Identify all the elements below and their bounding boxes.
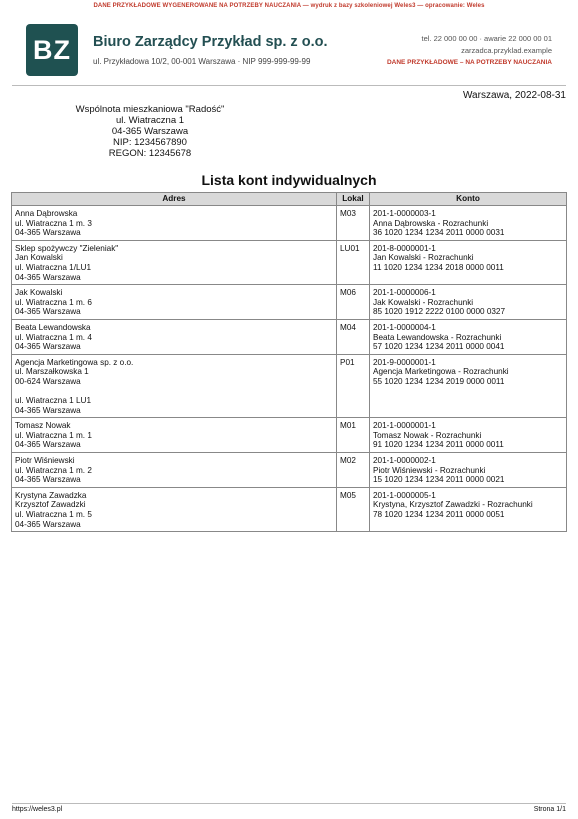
account-cell-line: 91 1020 1234 1234 2011 0000 0011 bbox=[373, 440, 504, 450]
address-cell-line: ul. Wiatraczna 1 m. 2 bbox=[15, 465, 92, 475]
address-cell bbox=[12, 319, 337, 354]
address-cell-line: ul. Wiatraczna 1 m. 5 bbox=[15, 510, 92, 520]
address-cell-line: Piotr Wiśniewski bbox=[15, 456, 75, 466]
address-cell-line: Krystyna Zawadzka bbox=[15, 490, 87, 500]
column-header-address: Adres bbox=[12, 193, 337, 206]
account-cell-line: 55 1020 1234 1234 2019 0000 0011 bbox=[373, 376, 505, 386]
account-cell bbox=[370, 354, 567, 418]
address-cell bbox=[12, 206, 337, 241]
account-cell-line: Anna Dąbrowska - Rozrachunki bbox=[373, 218, 489, 228]
account-cell-line: Beata Lewandowska - Rozrachunki bbox=[373, 332, 502, 342]
account-cell bbox=[370, 418, 567, 453]
company-address: ul. Przykładowa 10/2, 00-001 Warszawa · NIP 999-999-99-99 bbox=[93, 57, 311, 66]
table-row bbox=[12, 418, 567, 453]
community-nip: NIP: 1234567890 bbox=[113, 137, 187, 148]
account-cell-line: Tomasz Nowak - Rozrachunki bbox=[373, 430, 482, 440]
account-cell-line: 11 1020 1234 1234 2018 0000 0011 bbox=[373, 262, 504, 272]
account-cell-line: 201-1-0000003-1 bbox=[373, 209, 436, 218]
unit-cell: M05 bbox=[337, 487, 370, 531]
address-cell-line: Jan Kowalski bbox=[15, 253, 63, 263]
account-cell-line: 85 1020 1912 2222 0100 0000 0327 bbox=[373, 307, 506, 317]
footer-divider bbox=[12, 803, 566, 804]
table-row bbox=[12, 487, 567, 531]
account-cell-line: 36 1020 1234 1234 2011 0000 0031 bbox=[373, 228, 505, 238]
address-cell-line bbox=[15, 387, 333, 397]
address-cell-line: ul. Wiatraczna 1 m. 1 bbox=[15, 430, 92, 440]
account-cell-line: 15 1020 1234 1234 2011 0000 0021 bbox=[373, 475, 505, 485]
address-cell-line: ul. Wiatraczna 1 m. 6 bbox=[15, 297, 92, 307]
address-cell bbox=[12, 418, 337, 453]
address-cell-line: ul. Marszałkowska 1 bbox=[15, 367, 89, 377]
address-cell bbox=[12, 354, 337, 418]
address-cell-line: 04-365 Warszawa bbox=[15, 272, 81, 282]
unit-cell: M01 bbox=[337, 418, 370, 453]
company-phone: tel. 22 000 00 00 · awarie 22 000 00 01 bbox=[421, 34, 552, 43]
table-row bbox=[12, 319, 567, 354]
account-cell bbox=[370, 319, 567, 354]
header-divider bbox=[12, 85, 566, 86]
community-street: ul. Wiatraczna 1 bbox=[115, 115, 185, 126]
address-cell bbox=[12, 240, 337, 284]
address-cell-line: Jak Kowalski bbox=[15, 288, 63, 298]
table-row bbox=[12, 240, 567, 284]
address-cell-line: Beata Lewandowska bbox=[15, 322, 91, 332]
address-cell-line: 04-365 Warszawa bbox=[15, 228, 81, 238]
address-cell-line: 00-624 Warszawa bbox=[15, 376, 81, 386]
account-cell-line: 57 1020 1234 1234 2011 0000 0041 bbox=[373, 342, 505, 352]
address-cell bbox=[12, 487, 337, 531]
account-cell-line: 201-1-0000004-1 bbox=[373, 322, 436, 332]
teaching-note: DANE PRZYKŁADOWE – NA POTRZEBY NAUCZANIA bbox=[386, 59, 552, 66]
address-cell-line: 04-365 Warszawa bbox=[15, 405, 81, 415]
account-cell-line: 201-1-0000006-1 bbox=[373, 288, 436, 298]
account-cell-line: 201-1-0000002-1 bbox=[373, 456, 436, 466]
address-cell-line: ul. Wiatraczna 1 m. 3 bbox=[15, 218, 92, 228]
community-name: Wspólnota mieszkaniowa "Radość" bbox=[75, 104, 225, 115]
unit-cell: M02 bbox=[337, 453, 370, 488]
company-email: zarzadca.przyklad.example bbox=[461, 46, 552, 55]
address-cell-line: Krzysztof Zawadzki bbox=[15, 500, 86, 510]
address-cell-line: ul. Wiatraczna 1/LU1 bbox=[15, 262, 91, 272]
column-header-unit: Lokal bbox=[337, 193, 370, 206]
accounts-table bbox=[11, 192, 567, 532]
account-cell-line: 201-8-0000001-1 bbox=[373, 243, 436, 253]
account-cell-line: 201-1-0000005-1 bbox=[373, 490, 436, 500]
address-cell-line: ul. Wiatraczna 1 LU1 bbox=[15, 396, 91, 406]
address-cell-line: ul. Wiatraczna 1 m. 4 bbox=[15, 332, 92, 342]
address-cell-line: 04-365 Warszawa bbox=[15, 307, 81, 317]
table-body bbox=[12, 206, 567, 532]
account-cell-line: Piotr Wiśniewski - Rozrachunki bbox=[373, 465, 486, 475]
document-title: Lista kont indywidualnych bbox=[201, 172, 377, 188]
address-cell bbox=[12, 285, 337, 320]
account-cell-line: Agencja Marketingowa - Rozrachunki bbox=[373, 367, 509, 377]
company-logo: BZ bbox=[26, 24, 78, 76]
account-cell-line: 201-9-0000001-1 bbox=[373, 357, 436, 367]
table-header-row bbox=[12, 193, 567, 206]
teaching-banner: DANE PRZYKŁADOWE WYGENEROWANE NA POTRZEBY NAUCZANIA — wydruk z bazy szkoleniowej Weles3 — opracowanie: Weles bbox=[93, 3, 485, 9]
footer-url: https://weles3.pl bbox=[12, 806, 63, 813]
address-cell-line: Sklep spożywczy "Zieleniak" bbox=[15, 243, 119, 253]
community-regon: REGON: 12345678 bbox=[108, 148, 192, 159]
footer-page-number: Strona 1/1 bbox=[533, 806, 566, 813]
table-row bbox=[12, 453, 567, 488]
account-cell bbox=[370, 206, 567, 241]
unit-cell: M04 bbox=[337, 319, 370, 354]
account-cell-line: 78 1020 1234 1234 2011 0000 0051 bbox=[373, 510, 505, 520]
account-cell bbox=[370, 285, 567, 320]
table-row bbox=[12, 285, 567, 320]
address-cell-line: 04-365 Warszawa bbox=[15, 440, 81, 450]
address-cell-line: 04-365 Warszawa bbox=[15, 475, 81, 485]
unit-cell: LU01 bbox=[337, 240, 370, 284]
address-cell-line: Tomasz Nowak bbox=[15, 421, 71, 431]
account-cell-line: Jak Kowalski - Rozrachunki bbox=[373, 297, 474, 307]
account-cell-line: Krystyna, Krzysztof Zawadzki - Rozrachunki bbox=[373, 500, 533, 510]
account-cell-line: Jan Kowalski - Rozrachunki bbox=[373, 253, 474, 263]
document-date: Warszawa, 2022-08-31 bbox=[462, 90, 566, 101]
account-cell bbox=[370, 487, 567, 531]
address-cell bbox=[12, 453, 337, 488]
unit-cell: M06 bbox=[337, 285, 370, 320]
account-cell-line: 201-1-0000001-1 bbox=[373, 421, 436, 431]
table-row bbox=[12, 206, 567, 241]
address-cell-line: Agencja Marketingowa sp. z o.o. bbox=[15, 357, 134, 367]
address-cell-line: Anna Dąbrowska bbox=[15, 209, 78, 218]
unit-cell: M03 bbox=[337, 206, 370, 241]
account-cell bbox=[370, 240, 567, 284]
community-block bbox=[40, 104, 260, 159]
community-city: 04-365 Warszawa bbox=[111, 126, 189, 137]
address-cell-line: 04-365 Warszawa bbox=[15, 519, 81, 529]
company-contact bbox=[332, 33, 552, 69]
account-cell bbox=[370, 453, 567, 488]
address-cell-line: 04-365 Warszawa bbox=[15, 342, 81, 352]
company-name: Biuro Zarządcy Przykład sp. z o.o. bbox=[93, 34, 328, 50]
table-row bbox=[12, 354, 567, 418]
unit-cell: P01 bbox=[337, 354, 370, 418]
column-header-account: Konto bbox=[370, 193, 567, 206]
